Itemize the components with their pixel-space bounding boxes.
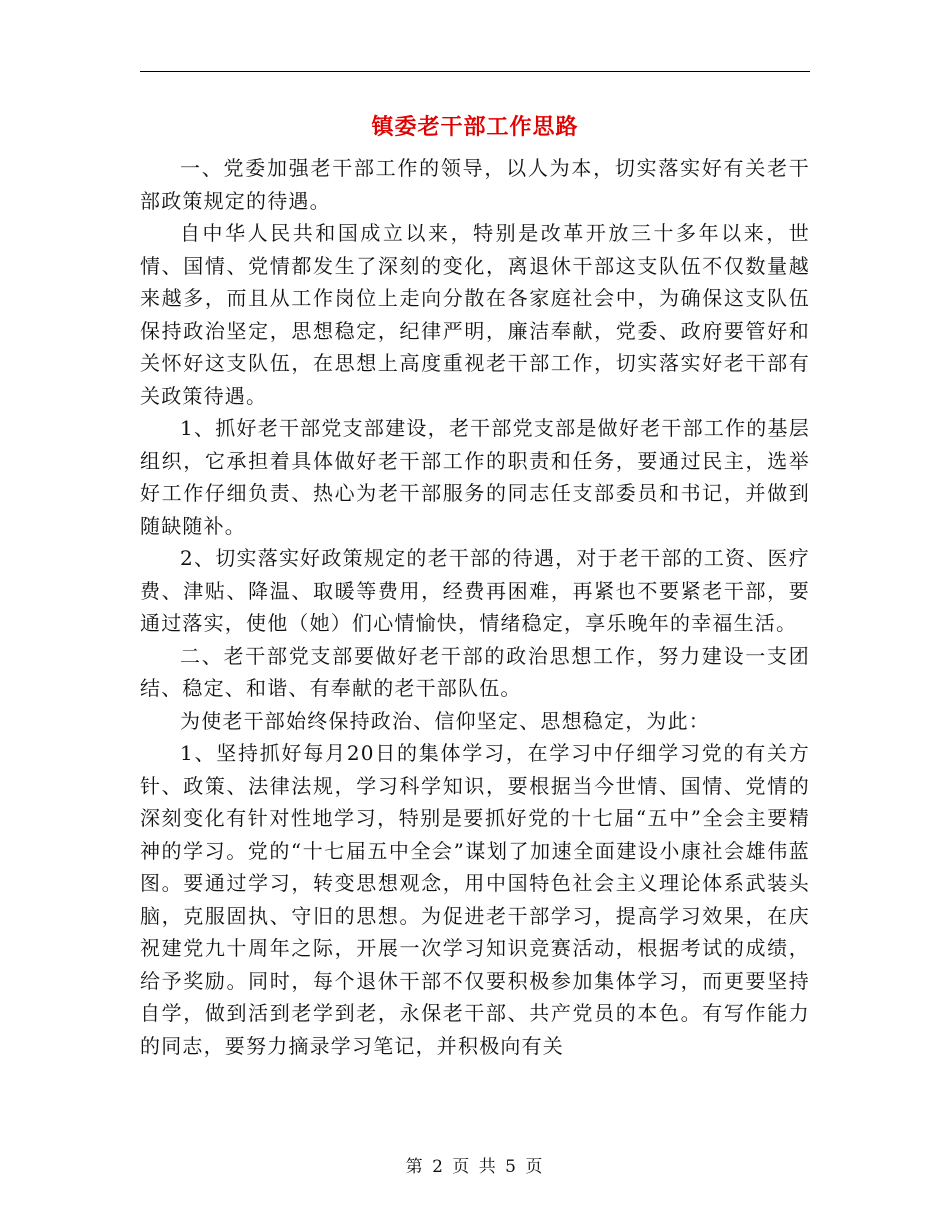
paragraph: 1、坚持抓好每月20日的集体学习，在学习中仔细学习党的有关方针、政策、法律法规，学习科学知识，要根据当今世情、国情、党情的深刻变化有针对性地学习，特别是要抓好党的十七届“五中”全会主要精神的学习。党的“十七届五中全会”谋划了加速全面建设小康社会雄伟蓝图。要通过学习，转变思想观念，用中国特色社会主义理论体系武装头脑，克服固执、守旧的思想。为促进老干部学习，提高学习效果，在庆祝建党九十周年之际，开展一次学习知识竞赛活动，根据考试的成绩，给予奖励。同时，每个退休干部不仅要积极参加集体学习，而更要坚持自学，做到活到老学到老，永保老干部、共产党员的本色。有写作能力的同志，要努力摘录学习笔记，并积极向有关 (140, 741, 810, 1058)
paragraph: 2、切实落实好政策规定的老干部的待遇，对于老干部的工资、医疗费、津贴、降温、取暖等费用，经费再困难，再紧也不要紧老干部，要通过落实，使他（她）们心情愉快，情绪稳定，享乐晚年的幸福生活。 (140, 546, 810, 635)
paragraph: 一、党委加强老干部工作的领导，以人为本，切实落实好有关老干部政策规定的待遇。 (140, 156, 810, 213)
header-rule (140, 71, 810, 72)
document-title: 镇委老干部工作思路 (371, 114, 579, 140)
document-body (140, 152, 810, 1062)
paragraph: 自中华人民共和国成立以来，特别是改革开放三十多年以来，世情、国情、党情都发生了深刻的变化，离退休干部这支队伍不仅数量越来越多，而且从工作岗位上走向分散在各家庭社会中，为确保这支队伍保持政治坚定，思想稳定，纪律严明，廉洁奉献，党委、政府要管好和关怀好这支队伍，在思想上高度重视老干部工作，切实落实好老干部有关政策待遇。 (140, 221, 810, 408)
page-footer: 第 2 页 共 5 页 (405, 1157, 545, 1177)
paragraph: 1、抓好老干部党支部建设，老干部党支部是做好老干部工作的基层组织，它承担着具体做好老干部工作的职责和任务，要通过民主，选举好工作仔细负责、热心为老干部服务的同志任支部委员和书记，并做到随缺随补。 (140, 416, 810, 538)
paragraph: 为使老干部始终保持政治、信仰坚定、思想稳定，为此： (180, 708, 710, 733)
paragraph: 二、老干部党支部要做好老干部的政治思想工作，努力建设一支团结、稳定、和谐、有奉献的老干部队伍。 (140, 643, 810, 700)
